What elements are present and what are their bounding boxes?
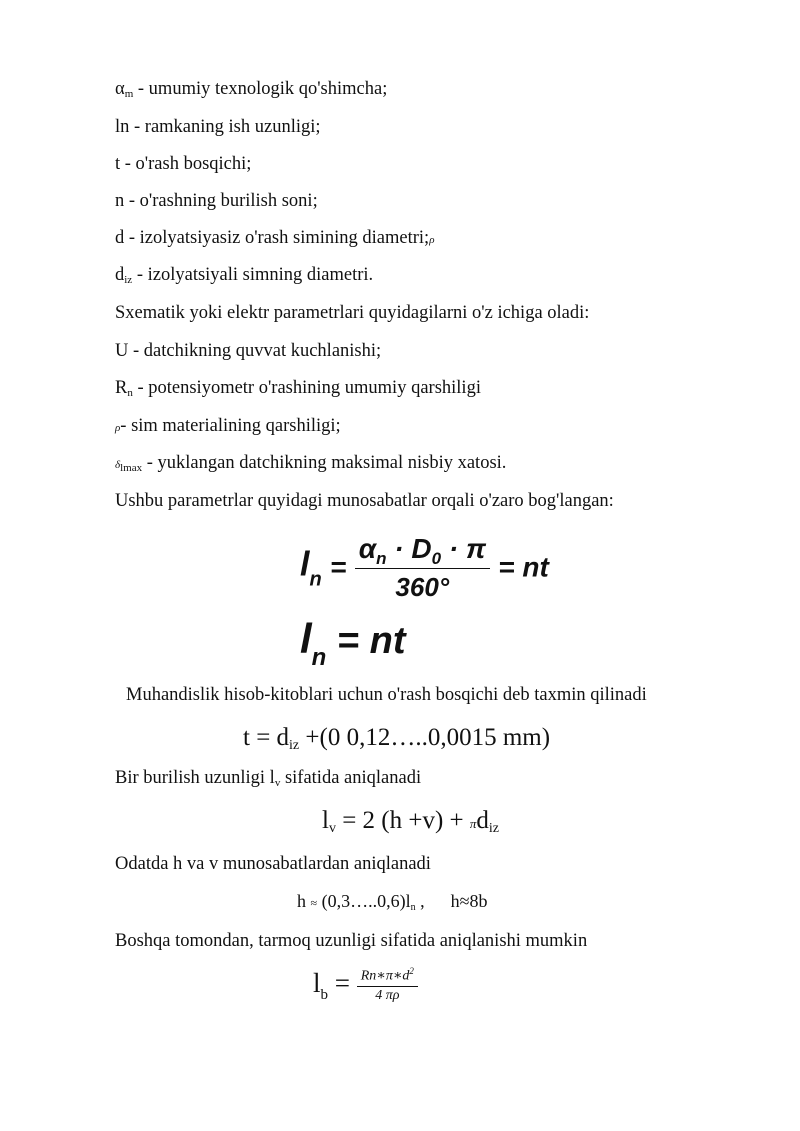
def-ln: ln - ramkaning ish uzunligi; (115, 117, 321, 137)
formula-lv: $l_v = 2$ $(h +v) + \pi d_{iz}$ (322, 807, 500, 836)
def-t: t - o'rash bosqichi; (115, 154, 252, 174)
def-d: d - izolyatsiyasiz o'rash simining diametri;ρ (115, 228, 435, 248)
def-n: n - o'rashning burilish soni; (115, 191, 318, 211)
formula-ln-fraction: $l_n$ = $\frac{\alpha_n \cdot D_0 \cdot \pi}{360^\circ}$ = nt (300, 530, 549, 605)
alpha-symbol: α (115, 79, 125, 99)
def-delta: $\delta_{lmax}$ - yuklangan datchikning maksimal nisbiy xatosi. (115, 453, 507, 474)
def-rho: ρ- sim materialining qarshiligi; (115, 416, 341, 436)
def-U: U - datchikning quvvat kuchlanishi; (115, 341, 382, 361)
single-turn-intro: Bir burilish uzunligi $l_v$ sifatida aniqlanadi (115, 768, 422, 789)
def-Rn: $R_n$ - potensiyometr o'rashining umumiy qarshiligi (115, 378, 481, 399)
formula-t: $t = d_{iz} +(0$ 0,12…..0,0015 mm) (243, 724, 551, 753)
def-diz: $d_{iz}$ - izolyatsiyali simning diametri. (115, 265, 374, 286)
fraction: $\frac{\alpha_n \cdot D_0 \cdot \pi}{360^\circ}$ (355, 530, 490, 605)
formula-h: $h \approx (0,3\dots..0,6)l_n$ , h≈8b (297, 891, 488, 913)
fraction-lb: $\frac{Rn∗\pi∗d^2}{4 \pi\rho}$ (357, 962, 418, 1005)
relation-intro: Ushbu parametrlar quyidagi munosabatlar orqali o'zaro bog'langan: (115, 491, 614, 511)
formula-lb: $l_b$ = $\frac{Rn∗\pi∗d^2}{4 \pi\rho}$ (313, 962, 418, 1005)
engineering-note: Muhandislik hisob-kitoblari uchun o'rash bosqichi deb taxmin qilinadi (126, 685, 647, 705)
formula-ln-nt: $l_n$ = nt (300, 615, 406, 671)
h-v-intro: Odatda h va v munosabatlardan aniqlanadi (115, 854, 431, 874)
branch-length-intro: Boshqa tomondan, tarmoq uzunligi sifatida aniqlanishi mumkin (115, 931, 588, 951)
schematic-intro: Sxematik yoki elektr parametrlari quyidagilarni o'z ichiga oladi: (115, 303, 590, 323)
def-alpha-m: $\alpha_m$ - umumiy texnologik qo'shimcha; (115, 79, 388, 100)
